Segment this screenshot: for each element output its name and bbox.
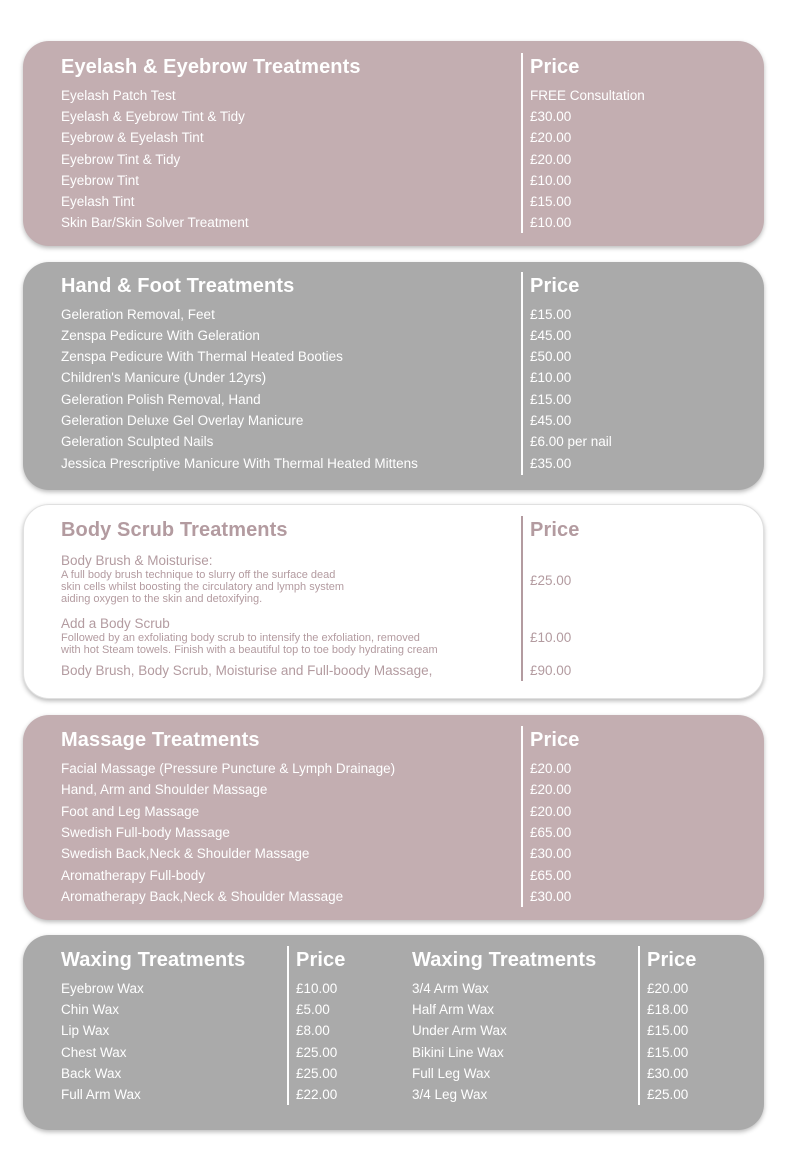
service-price: £6.00 per nail — [530, 434, 612, 449]
service-price: FREE Consultation — [530, 88, 645, 103]
section-title: Eyelash & Eyebrow Treatments — [61, 56, 361, 78]
service-price: £10.00 — [296, 981, 338, 996]
waxing-panel — [23, 935, 764, 1130]
service-name: Eyelash Tint — [61, 194, 135, 209]
service-name: Add a Body Scrub — [61, 616, 170, 631]
service-name: Swedish Full-body Massage — [61, 825, 230, 840]
service-price: £8.00 — [296, 1023, 330, 1038]
service-name: Bikini Line Wax — [412, 1045, 504, 1060]
price-header: Price — [296, 949, 346, 971]
service-name: Body Brush & Moisturise: — [61, 553, 213, 568]
service-name: Full Leg Wax — [412, 1066, 491, 1081]
service-name: Eyebrow Tint & Tidy — [61, 152, 181, 167]
column-divider — [521, 53, 523, 233]
service-price: £25.00 — [296, 1045, 338, 1060]
service-price: £20.00 — [530, 130, 572, 145]
service-price: £30.00 — [647, 1066, 689, 1081]
column-divider — [521, 726, 523, 907]
service-price: £20.00 — [647, 981, 689, 996]
service-name: Swedish Back,Neck & Shoulder Massage — [61, 846, 310, 861]
service-name: Lip Wax — [61, 1023, 110, 1038]
price-header: Price — [647, 949, 697, 971]
service-name: Eyelash & Eyebrow Tint & Tidy — [61, 109, 245, 124]
service-price: £30.00 — [530, 109, 572, 124]
service-price: £10.00 — [530, 370, 572, 385]
service-price: £25.00 — [530, 573, 572, 588]
section-title: Body Scrub Treatments — [61, 519, 288, 541]
hand-foot-panel — [23, 262, 764, 490]
service-price: £20.00 — [530, 152, 572, 167]
service-name: Chin Wax — [61, 1002, 120, 1017]
service-name: Geleration Deluxe Gel Overlay Manicure — [61, 413, 304, 428]
service-price: £22.00 — [296, 1087, 338, 1102]
service-price: £15.00 — [530, 194, 572, 209]
service-price: £65.00 — [530, 825, 572, 840]
service-price: £45.00 — [530, 328, 572, 343]
service-price: £10.00 — [530, 215, 572, 230]
service-name: Aromatherapy Full-body — [61, 868, 206, 883]
service-name: Eyebrow Wax — [61, 981, 144, 996]
service-name: Hand, Arm and Shoulder Massage — [61, 782, 268, 797]
massage-panel — [23, 715, 764, 920]
column-divider — [287, 946, 289, 1105]
service-price: £15.00 — [530, 307, 572, 322]
service-price: £15.00 — [647, 1045, 689, 1060]
service-name: Zenspa Pedicure With Geleration — [61, 328, 260, 343]
service-price: £65.00 — [530, 868, 572, 883]
service-name: 3/4 Arm Wax — [412, 981, 489, 996]
service-price: £35.00 — [530, 456, 572, 471]
service-price: £5.00 — [296, 1002, 330, 1017]
service-price: £20.00 — [530, 761, 572, 776]
service-description: A full body brush technique to slurry off the surface dead skin cells whilst boosting the circulatory and lymph system aiding oxygen to the skin and detoxifying. — [61, 569, 345, 605]
service-name: Geleration Sculpted Nails — [61, 434, 214, 449]
service-name: Skin Bar/Skin Solver Treatment — [61, 215, 249, 230]
service-price: £30.00 — [530, 889, 572, 904]
service-name: Eyebrow & Eyelash Tint — [61, 130, 204, 145]
price-header: Price — [530, 56, 580, 78]
price-header: Price — [530, 729, 580, 751]
service-name: Eyebrow Tint — [61, 173, 140, 188]
price-header: Price — [530, 275, 580, 297]
section-title: Massage Treatments — [61, 729, 260, 751]
service-description: Followed by an exfoliating body scrub to intensify the exfoliation, removed with hot Steam towels. Finish with a beautiful top to toe body hydrating cream — [61, 632, 438, 656]
service-price: £50.00 — [530, 349, 572, 364]
column-divider — [638, 946, 640, 1105]
price-header: Price — [530, 519, 580, 541]
service-name: 3/4 Leg Wax — [412, 1087, 488, 1102]
body-scrub-panel — [23, 504, 764, 699]
service-price: £15.00 — [647, 1023, 689, 1038]
service-name: Half Arm Wax — [412, 1002, 495, 1017]
section-title: Hand & Foot Treatments — [61, 275, 295, 297]
service-price: £25.00 — [647, 1087, 689, 1102]
service-price: £45.00 — [530, 413, 572, 428]
section-title: Waxing Treatments — [61, 949, 246, 971]
service-price: £10.00 — [530, 630, 572, 645]
service-name: Body Brush, Body Scrub, Moisturise and Full-boody Massage, — [61, 663, 433, 678]
eyelash-eyebrow-panel — [23, 41, 764, 246]
service-name: Under Arm Wax — [412, 1023, 507, 1038]
section-title: Waxing Treatments — [412, 949, 597, 971]
service-price: £10.00 — [530, 173, 572, 188]
service-name: Jessica Prescriptive Manicure With Thermal Heated Mittens — [61, 456, 418, 471]
service-price: £15.00 — [530, 392, 572, 407]
service-name: Full Arm Wax — [61, 1087, 141, 1102]
service-name: Back Wax — [61, 1066, 122, 1081]
service-name: Geleration Removal, Feet — [61, 307, 215, 322]
service-name: Zenspa Pedicure With Thermal Heated Booties — [61, 349, 343, 364]
service-price: £20.00 — [530, 782, 572, 797]
service-price: £30.00 — [530, 846, 572, 861]
service-name: Chest Wax — [61, 1045, 127, 1060]
column-divider — [521, 272, 523, 475]
service-price: £25.00 — [296, 1066, 338, 1081]
service-name: Aromatherapy Back,Neck & Shoulder Massage — [61, 889, 344, 904]
service-name: Geleration Polish Removal, Hand — [61, 392, 261, 407]
service-name: Children's Manicure (Under 12yrs) — [61, 370, 267, 385]
column-divider — [521, 516, 523, 681]
service-name: Eyelash Patch Test — [61, 88, 176, 103]
service-price: £90.00 — [530, 663, 572, 678]
service-name: Facial Massage (Pressure Puncture & Lymph Drainage) — [61, 761, 396, 776]
service-price: £20.00 — [530, 804, 572, 819]
service-name: Foot and Leg Massage — [61, 804, 200, 819]
service-price: £18.00 — [647, 1002, 689, 1017]
